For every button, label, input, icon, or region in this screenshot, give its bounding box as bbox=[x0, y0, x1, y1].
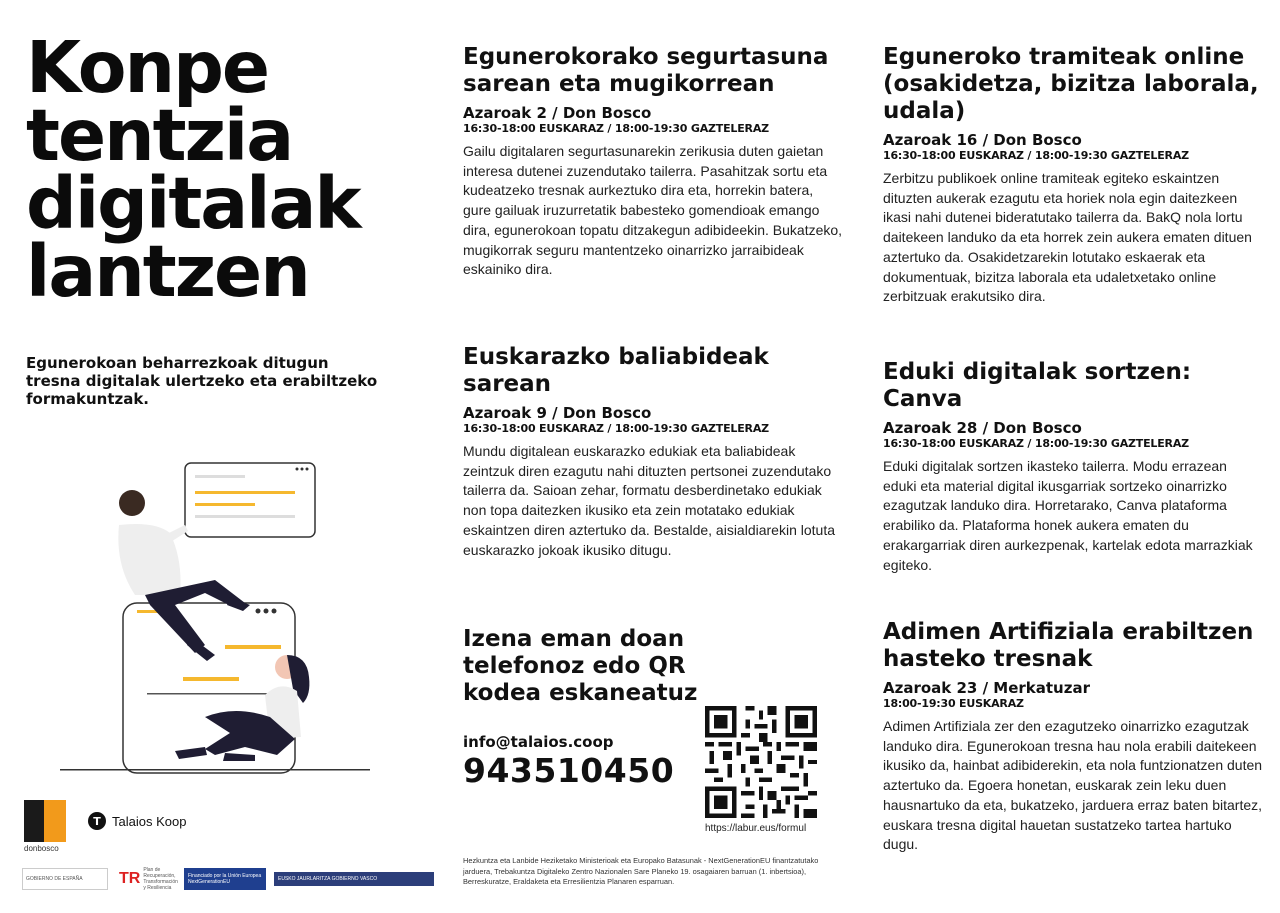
section-time: 16:30-18:00 EUSKARAZ / 18:00-19:30 GAZTELERAZ bbox=[463, 122, 769, 135]
title-line: digitalak bbox=[26, 162, 360, 245]
section-canva bbox=[883, 359, 1263, 575]
donbosco-logo: donbosco bbox=[24, 800, 68, 856]
talaios-mark-icon: T bbox=[88, 812, 106, 830]
section-time: 16:30-18:00 EUSKARAZ / 18:00-19:30 GAZTELERAZ bbox=[883, 149, 1189, 162]
section-date: Azaroak 23 / Merkatuzar bbox=[883, 679, 1090, 697]
section-ai-tools bbox=[883, 619, 1263, 855]
main-title bbox=[26, 26, 426, 313]
subtitle: Egunerokoan beharrezkoak ditugun tresna digitalak ulertzeko eta erabiltzeko formakuntzak. bbox=[26, 354, 378, 408]
section-security bbox=[463, 44, 843, 280]
registration bbox=[463, 626, 713, 790]
section-body: Mundu digitalean euskarazko edukiak eta baliabideak zeintzuk diren ezagutu nahi dituzten pertsonei zuzendutako tailerra da. Saioan zehar, formatu desberdinetako edukiak non topa daitezken ikusiko eta zein motatako edukiak eskaintzen diren aztertuko da. Bestalde, aisialdiarekin lotuta euskarazko jokoak ikusiko ditugu. bbox=[463, 443, 835, 558]
section-title: Egunerokorako segurtasuna sarean eta mugikorrean bbox=[463, 44, 829, 97]
section-date: Azaroak 9 / Don Bosco bbox=[463, 404, 652, 422]
section-title: Adimen Artifiziala erabiltzen hasteko tresnak bbox=[883, 619, 1254, 672]
people-with-devices-illustration bbox=[55, 455, 375, 785]
recovery-plan-logo: TR Plan de Recuperación, Transformación y Resiliencia bbox=[119, 867, 178, 891]
section-online-procedures bbox=[883, 44, 1263, 307]
section-time: 16:30-18:00 EUSKARAZ / 18:00-19:30 GAZTELERAZ bbox=[883, 437, 1189, 450]
section-body: Adimen Artifiziala zer den ezagutzeko oinarrizko ezagutzak landuko dira. Egunerokoan tresna hau nola erabili daitekeen ikusiko da, hainbat adibiderekin, eta nola funtzionatzen duten aztertuko da. Egoera honetan, euskarak zein leku duen hausnartuko da eta, bukatzeko, jarduera erraz baten bitartez, euskara tresna digital hauetan sustatzeko tartea hartuko dugu. bbox=[883, 718, 1263, 853]
title-line: lantzen bbox=[26, 230, 309, 313]
section-basque-resources bbox=[463, 344, 843, 560]
section-title: Euskarazko baliabideak sarean bbox=[463, 344, 769, 397]
contact-email[interactable]: info@talaios.coop bbox=[463, 733, 614, 751]
section-date: Azaroak 2 / Don Bosco bbox=[463, 104, 652, 122]
qr-code-icon[interactable] bbox=[705, 706, 817, 818]
section-time: 16:30-18:00 EUSKARAZ / 18:00-19:30 GAZTELERAZ bbox=[463, 422, 769, 435]
funding-notice: Hezkuntza eta Lanbide Heziketako Ministerioak eta Europako Batasunak - NextGenerationEU finantzatutako jarduera, Trebakuntza Digitaleko Zentro Nazionalen Sare Planeko 19. osagaiaren barruan (1. inbertsioa), Berreskuratze, Eraldaketa eta Erresilientzia Planaren esparruan. bbox=[463, 856, 819, 886]
eusko-jaurlaritza-logo: EUSKO JAURLARITZA GOBIERNO VASCO bbox=[274, 872, 434, 886]
section-time: 18:00-19:30 EUSKARAZ bbox=[883, 697, 1024, 710]
title-line: tentzia bbox=[26, 94, 293, 177]
section-title: Eguneroko tramiteak online (osakidetza, bizitza laborala, udala) bbox=[883, 44, 1259, 124]
section-body: Zerbitzu publikoek online tramiteak egiteko eskaintzen dituzten aukerak ezagutu eta horiek nola egin daitezkeen ikasi nahi dutenei bideratutako tailerra da. BakQ nola lortu daitekeen landuko da eta horrek zein aukera ematen dituen aztertuko da. Osakidetzarekin lotutako eskaerak eta dokumentuak, bizitza laborala eta udaletxetako online zerbitzuak erakutsiko dira. bbox=[883, 170, 1252, 305]
eu-funding-logo: Financiado por la Unión Europea NextGenerationEU bbox=[184, 868, 266, 890]
title-line: Konpe bbox=[26, 26, 269, 109]
partner-logos bbox=[24, 800, 186, 856]
section-title: Eduki digitalak sortzen: Canva bbox=[883, 359, 1192, 412]
sponsor-logos bbox=[22, 868, 434, 890]
section-date: Azaroak 28 / Don Bosco bbox=[883, 419, 1082, 437]
qr-url[interactable]: https://labur.eus/formul bbox=[705, 823, 807, 834]
talaios-name: Talaios Koop bbox=[112, 813, 187, 829]
section-body: Gailu digitalaren segurtasunarekin zerikusia duten gaietan interesa dutenei zuzendutako tailerra. Pasahitzak sortu eta kudeatzeko tresnak aurkeztuko dira eta, horrekin batera, gure gailuak iruzurretatik babesteko gomendioak emango dira, egunerokoan topatu ditzakegun adibideekin. Bukatzeko, mugikorrak seguru mantentzeko oinarrizko jarraibideak eskainiko dira. bbox=[463, 143, 843, 278]
section-body: Eduki digitalak sortzen ikasteko tailerra. Modu errazean eduki eta material digital ikusgarriak sortzeko oinarrizko ezagutzak landuko dira. Horretarako, Canva plataforma erabiliko da. Plataforma honek aukera ematen du erakargarriak diren aurkezpenak, kartelak edota marrazkiak egiteko. bbox=[883, 458, 1253, 573]
talaios-logo bbox=[88, 812, 186, 830]
ministerio-logo: GOBIERNO DE ESPAÑA bbox=[22, 868, 108, 890]
section-date: Azaroak 16 / Don Bosco bbox=[883, 131, 1082, 149]
contact-phone[interactable]: 943510450 bbox=[463, 751, 675, 790]
registration-title: Izena eman doan telefonoz edo QR kodea eskaneatuz bbox=[463, 626, 698, 706]
